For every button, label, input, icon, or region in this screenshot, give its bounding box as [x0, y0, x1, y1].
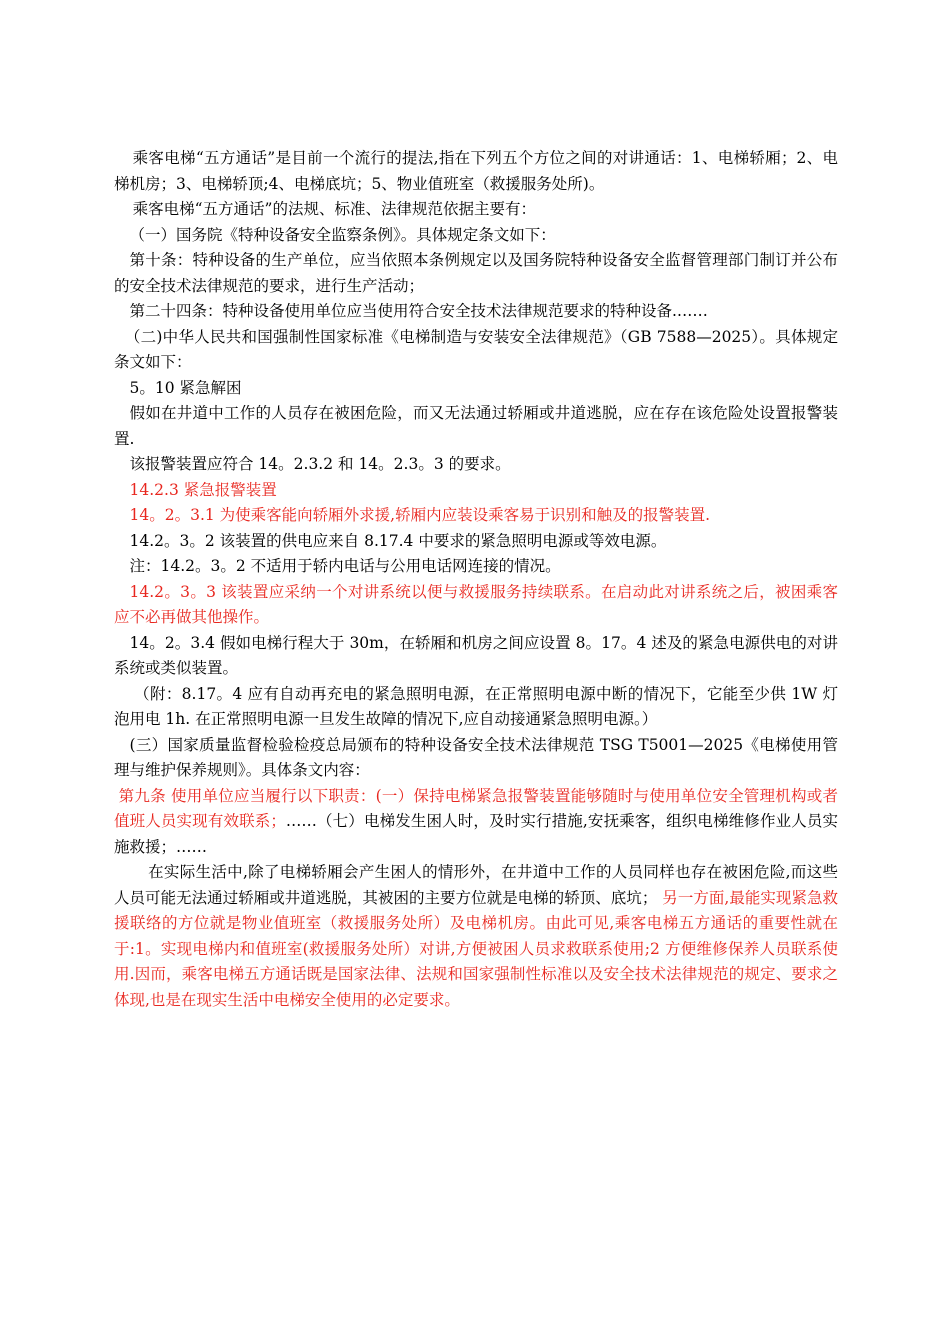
paragraph: 第二十四条：特种设备使用单位应当使用符合安全技术法律规范要求的特种设备.……: [129, 302, 708, 320]
paragraph-list: [114, 146, 838, 784]
paragraph: 乘客电梯“五方通话”是目前一个流行的提法,指在下列五个方位之间的对讲通话：1、电梯轿厢；2、电梯机房；3、电梯轿顶;4、电梯底坑；5、物业值班室（救援服务处所)。: [114, 149, 838, 193]
paragraph: （附：8.17。4 应有自动再充电的紧急照明电源，在正常照明电源中断的情况下，它能至少供 1W 灯泡用电 1h. 在正常照明电源一旦发生故障的情况下,应自动接通紧急照明电源。）: [114, 684, 838, 728]
closing-paragraph: [114, 860, 838, 1013]
paragraph: 注：14.2。3。2 不适用于轿内电话与公用电话网连接的情况。: [129, 557, 561, 575]
article-9-red-text: 第九条 使用单位应当履行以下职责：(一）保持电梯紧急报警装置能够随时与使用单位安全管理机构或者值班人员实现有效联系；: [114, 786, 838, 830]
paragraph: 第十条：特种设备的生产单位，应当依照本条例规定以及国务院特种设备安全监督管理部门制订并公布的安全技术法律规范的要求，进行生产活动；: [114, 251, 838, 295]
paragraph: （二)中华人民共和国强制性国家标准《电梯制造与安装安全法律规范》（GB 7588—2025）。具体规定条文如下：: [114, 327, 838, 371]
paragraph: 该报警装置应符合 14。2.3.2 和 14。2.3。3 的要求。: [129, 455, 511, 473]
paragraph: 14.2。3。3 该装置应采纳一个对讲系统以便与救援服务持续联系。在启动此对讲系统之后，被困乘客应不必再做其他操作。: [114, 582, 838, 626]
paragraph: 假如在井道中工作的人员存在被困危险，而又无法通过轿厢或井道逃脱，应在存在该危险处设置报警装置.: [114, 404, 838, 448]
paragraph: 14。2。3.1 为使乘客能向轿厢外求援,轿厢内应装设乘客易于识别和触及的报警装置.: [129, 506, 711, 524]
paragraph: 14.2.3 紧急报警装置: [129, 480, 277, 499]
paragraph: 乘客电梯“五方通话”的法规、标准、法律规范依据主要有：: [132, 200, 536, 218]
paragraph: 14.2。3。2 该装置的供电应来自 8.17.4 中要求的紧急照明电源或等效电源。: [129, 531, 667, 550]
closing-black-text: 在实际生活中,除了电梯轿厢会产生困人的情形外，在井道中工作的人员同样也存在被困危险,而这些人员可能无法通过轿厢或井道逃脱，其被困的主要方位就是电梯的轿顶、底坑；: [114, 863, 838, 907]
article-9-black-text: ……（七）电梯发生困人时，及时实行措施,安抚乘客，组织电梯维修作业人员实施救援；……: [114, 812, 838, 856]
closing-red-text: 另一方面,最能实现紧急救援联络的方位就是物业值班室（救援服务处所）及电梯机房。由此可见,乘客电梯五方通话的重要性就在于:1。实现电梯内和值班室(救援服务处所）对讲,方便被困人员求救联系使用;2 方便维修保养人员联系使用.因而，乘客电梯五方通话既是国家法律、法规和国家强制性标准以及安全技术法律规范的规定、要求之体现,也是在现实生活中电梯安全使用的必定要求。: [114, 888, 838, 1009]
paragraph: 14。2。3.4 假如电梯行程大于 30m，在轿厢和机房之间应设置 8。17。4 述及的紧急电源供电的对讲系统或类似装置。: [114, 633, 838, 677]
article-9-paragraph: [114, 784, 838, 861]
paragraph: 5。10 紧急解困: [129, 378, 242, 397]
document-body: [114, 146, 838, 1013]
paragraph: (三）国家质量监督检验检疫总局颁布的特种设备安全技术法律规范 TSG T5001—2025《电梯使用管理与维护保养规则》。具体条文内容：: [114, 735, 838, 779]
paragraph: （一）国务院《特种设备安全监察条例》。具体规定条文如下：: [129, 225, 556, 244]
